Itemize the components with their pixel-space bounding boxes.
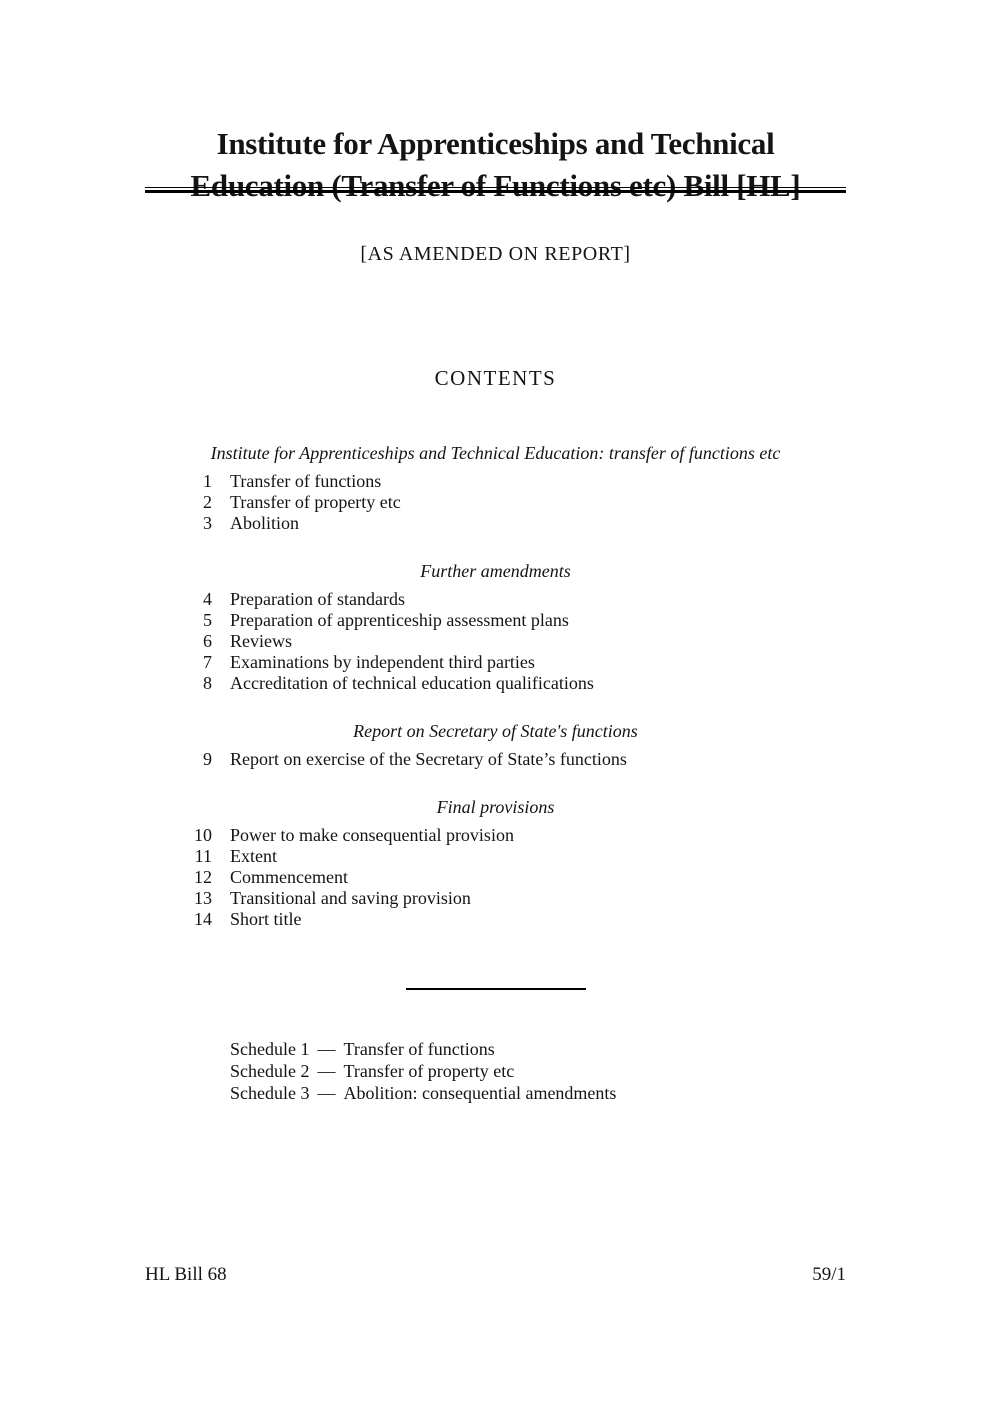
toc-item-label: Abolition	[230, 513, 300, 533]
toc-item-number: 6	[203, 631, 212, 651]
toc-item-number: 8	[203, 673, 212, 693]
toc-item	[145, 846, 846, 867]
schedule-row	[230, 1082, 616, 1104]
toc-section-report	[145, 721, 846, 770]
toc-section-heading: Institute for Apprenticeships and Technical Education: transfer of functions etc	[210, 443, 781, 463]
toc-item-label: Report on exercise of the Secretary of State’s functions	[230, 749, 627, 769]
schedule-row	[230, 1038, 616, 1060]
title-double-rule	[145, 187, 846, 193]
schedule-dash: —	[317, 1039, 336, 1059]
separator-rule	[406, 988, 586, 990]
bill-title-line-2: Education (Transfer of Functions etc) Bill [HL]	[190, 167, 801, 203]
toc-item-number: 11	[194, 846, 212, 866]
toc-item-label: Preparation of standards	[230, 589, 405, 609]
toc-item	[145, 652, 846, 673]
toc-item-number: 3	[203, 513, 212, 533]
toc-item	[145, 673, 846, 694]
toc-item	[145, 749, 846, 770]
toc-item	[145, 589, 846, 610]
toc-section-further-amendments	[145, 561, 846, 694]
toc-item-label: Transitional and saving provision	[230, 888, 471, 908]
contents-heading: CONTENTS	[434, 366, 557, 390]
toc-item-label: Power to make consequential provision	[230, 825, 514, 845]
toc-item-label: Preparation of apprenticeship assessment plans	[230, 610, 569, 630]
toc-item-number: 10	[194, 825, 212, 845]
toc-item-label: Transfer of functions	[230, 471, 382, 491]
toc-item-label: Commencement	[230, 867, 348, 887]
toc-item	[145, 492, 846, 513]
stage-note: [AS AMENDED ON REPORT]	[360, 243, 631, 265]
toc-item-label: Transfer of property etc	[230, 492, 401, 512]
schedule-dash: —	[317, 1083, 336, 1103]
toc-section-transfer	[145, 443, 846, 534]
toc-item-number: 9	[203, 749, 212, 769]
schedules-list	[230, 1038, 616, 1104]
toc-item-number: 2	[203, 492, 212, 512]
schedule-dash: —	[317, 1061, 336, 1081]
footer-session-number: 59/1	[812, 1264, 846, 1285]
toc-item	[145, 631, 846, 652]
bill-title-line-1: Institute for Apprenticeships and Technical	[216, 125, 775, 161]
toc-item-label: Short title	[230, 909, 302, 929]
toc-item	[145, 825, 846, 846]
bill-title	[0, 123, 991, 207]
toc-item-number: 4	[203, 589, 212, 609]
toc-item	[145, 513, 846, 534]
toc-item	[145, 867, 846, 888]
schedule-title: Transfer of property etc	[343, 1061, 515, 1081]
toc-item-label: Accreditation of technical education qualifications	[230, 673, 594, 693]
toc-item-label: Extent	[230, 846, 277, 866]
footer-bill-number: HL Bill 68	[145, 1264, 227, 1285]
toc-item-label: Reviews	[230, 631, 292, 651]
schedule-label: Schedule 3	[230, 1083, 310, 1103]
toc-item-number: 1	[203, 471, 212, 491]
toc-item-number: 5	[203, 610, 212, 630]
toc-item	[145, 909, 846, 930]
schedule-label: Schedule 2	[230, 1061, 310, 1081]
toc-item-number: 14	[194, 909, 212, 929]
toc-section-heading: Further amendments	[420, 561, 571, 581]
toc-item-number: 12	[194, 867, 212, 887]
toc-item-number: 7	[203, 652, 212, 672]
toc-item-label: Examinations by independent third parties	[230, 652, 535, 672]
schedule-row	[230, 1060, 616, 1082]
schedule-title: Transfer of functions	[343, 1039, 495, 1059]
toc-section-heading: Final provisions	[436, 797, 555, 817]
toc-item-number: 13	[194, 888, 212, 908]
page-footer	[145, 1264, 846, 1286]
table-of-contents	[145, 443, 846, 930]
toc-item	[145, 888, 846, 909]
schedule-label: Schedule 1	[230, 1039, 310, 1059]
toc-item	[145, 471, 846, 492]
toc-item	[145, 610, 846, 631]
schedule-title: Abolition: consequential amendments	[343, 1083, 617, 1103]
toc-section-heading: Report on Secretary of State's functions	[353, 721, 638, 741]
toc-section-final-provisions	[145, 797, 846, 930]
